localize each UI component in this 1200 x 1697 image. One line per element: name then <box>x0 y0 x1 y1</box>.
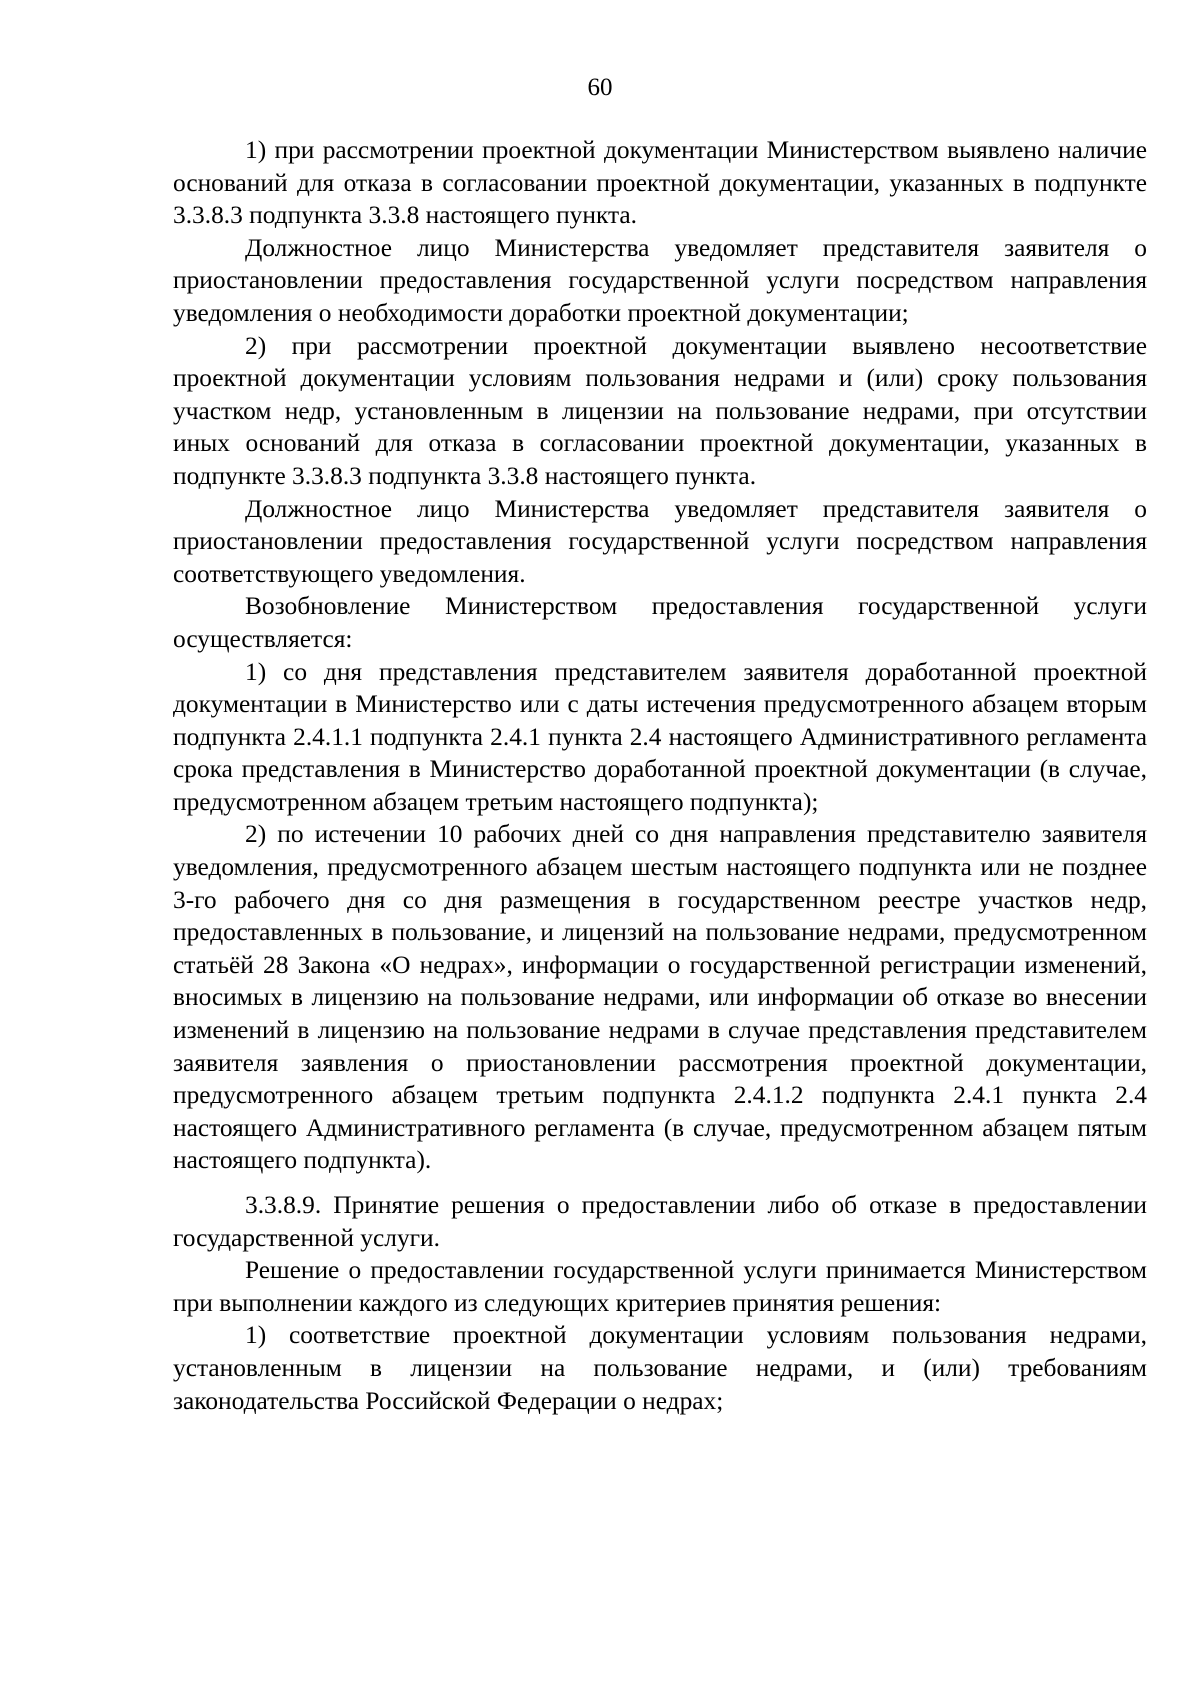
paragraph-item-2-nonconformity: 2) при рассмотрении проектной документации выявлено несоответствие проектной документации условиям пользования недрами и (или) сроку пользования участком недр, установленным в лицензии на пользование недрами, при отсутствии иных оснований для отказа в согласовании проектной документации, указанных в подпункте 3.3.8.3 подпункта 3.3.8 настоящего пункта. <box>173 331 1147 490</box>
page-number: 60 <box>587 74 613 101</box>
paragraph-notification-suspension: Должностное лицо Министерства уведомляет представителя заявителя о приостановлении предоставления государственной услуги посредством направления соответствующего уведомления. <box>173 494 1147 588</box>
paragraph-criterion-1: 1) соответствие проектной документации условиям пользования недрами, установленным в лицензии на пользование недрами, и (или) требованиям законодательства Российской Федерации о недрах; <box>173 1321 1147 1415</box>
paragraph-notification-rework: Должностное лицо Министерства уведомляет представителя заявителя о приостановлении предоставления государственной услуги посредством направления уведомления о необходимости доработки проектной документации; <box>173 233 1147 327</box>
paragraph-resumption-item-1: 1) со дня представления представителем заявителя доработанной проектной документации в Министерство или с даты истечения предусмотренного абзацем вторым подпункта 2.4.1.1 подпункта 2.4.1 пункта 2.4 настоящего Административного регламента срока представления в Министерство доработанной проектной документации (в случае, предусмотренном абзацем третьим настоящего подпункта); <box>173 657 1147 816</box>
document-body <box>173 134 1147 1417</box>
paragraph-section-3-3-8-9-heading: 3.3.8.9. Принятие решения о предоставлении либо об отказе в предоставлении государственной услуги. <box>173 1191 1147 1252</box>
paragraph-resumption-intro: Возобновление Министерством предоставления государственной услуги осуществляется: <box>173 592 1147 653</box>
paragraph-resumption-item-2: 2) по истечении 10 рабочих дней со дня направления представителю заявителя уведомления, предусмотренного абзацем шестым настоящего подпункта или не позднее 3-го рабочего дня со дня размещения в государственном реестре участков недр, предоставленных в пользование, и лицензий на пользование недрами, предусмотренном статьёй 28 Закона «О недрах», информации о государственной регистрации изменений, вносимых в лицензию на пользование недрами, или информации об отказе во внесении изменений в лицензию на пользование недрами в случае представления представителем заявителя заявления о приостановлении рассмотрения проектной документации, предусмотренного абзацем третьим подпункта 2.4.1.2 подпункта 2.4.1 пункта 2.4 настоящего Административного регламента (в случае, предусмотренном абзацем пятым настоящего подпункта). <box>173 820 1147 1175</box>
paragraph-item-1-grounds-refusal: 1) при рассмотрении проектной документации Министерством выявлено наличие оснований для отказа в согласовании проектной документации, указанных в подпункте 3.3.8.3 подпункта 3.3.8 настоящего пункта. <box>173 136 1147 230</box>
paragraph-decision-criteria-intro: Решение о предоставлении государственной услуги принимается Министерством при выполнении каждого из следующих критериев принятия решения: <box>173 1256 1147 1317</box>
